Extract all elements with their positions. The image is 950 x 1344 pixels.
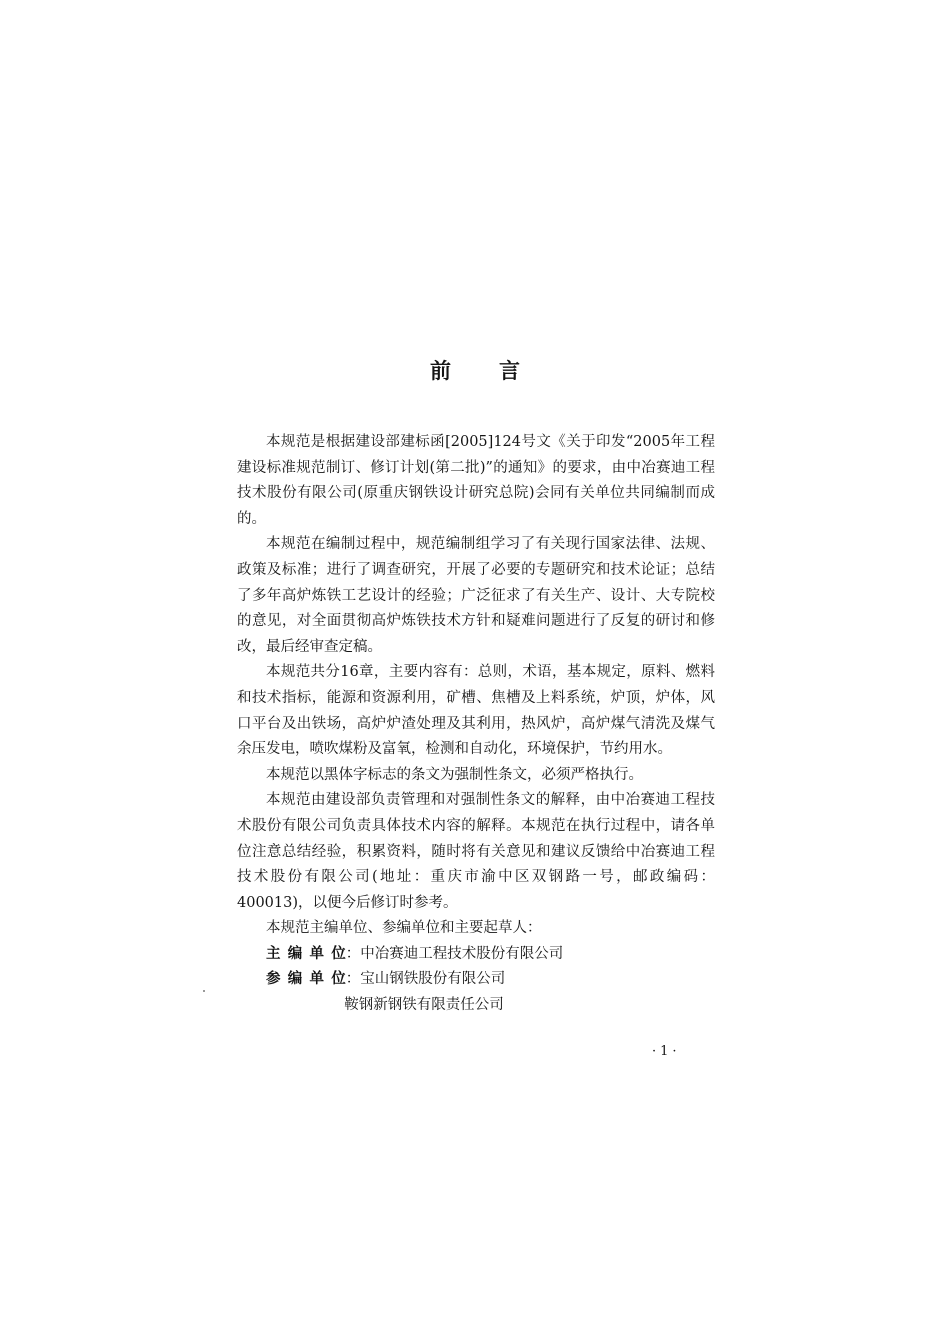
- paragraph-management: 本规范由建设部负责管理和对强制性条文的解释，由中冶赛迪工程技术股份有限公司负责具体技术内容的解释。本规范在执行过程中，请各单位注意总结经验，积累资料，随时将有关意见和建议反馈给中冶赛迪工程技术股份有限公司(地址：重庆市渝中区双钢路一号，邮政编码：400013)，以便今后修订时参考。: [237, 792, 715, 911]
- participating-unit-2: 鞍钢新钢铁有限责任公司: [344, 997, 504, 1014]
- paragraph-units-intro: 本规范主编单位、参编单位和主要起草人：: [266, 920, 542, 937]
- chief-editor-label-last: 位: [331, 945, 346, 962]
- participating-unit-1: ：宝山钢铁股份有限公司: [345, 971, 506, 988]
- paragraph-basis: 本规范是根据建设部建标函[2005]124号文《关于印发“2005年工程建设标准规范制订、修订计划(第二批)”的通知》的要求，由中冶赛迪工程技术股份有限公司(原重庆钢铁设计研究总院)会同有关单位共同编制而成的。: [237, 434, 715, 527]
- participating-units-label: [266, 971, 346, 987]
- paragraph-contents: 本规范共分16章，主要内容有：总则，术语，基本规定，原料、燃料和技术指标，能源和资源利用，矿槽、焦槽及上料系统，炉顶，炉体，风口平台及出铁场，高炉炉渣处理及其利用，热风炉，高炉煤气清洗及煤气余压发电，喷吹煤粉及富氧，检测和自动化，环境保护，节约用水。: [237, 664, 715, 758]
- paragraph-mandatory: 本规范以黑体字标志的条文为强制性条文，必须严格执行。: [266, 766, 643, 783]
- chief-editor-label-main: 主编单: [266, 945, 332, 962]
- preface-body: [237, 430, 715, 1019]
- chief-editor-label: [266, 946, 346, 962]
- participating-units-label-last: 位: [331, 971, 346, 988]
- participating-units-line: [237, 967, 715, 993]
- participating-units-label-main: 参编单: [266, 971, 332, 988]
- chief-editor-line: [237, 942, 715, 968]
- chief-editor-value: ：中冶赛迪工程技术股份有限公司: [345, 945, 564, 962]
- page-title: 前言: [430, 359, 568, 383]
- scan-speck: [203, 990, 205, 992]
- paragraph-process: 本规范在编制过程中，规范编制组学习了有关现行国家法律、法规、政策及标准；进行了调查研究，开展了必要的专题研究和技术论证；总结了多年高炉炼铁工艺设计的经验；广泛征求了有关生产、设计、大专院校的意见，对全面贯彻高炉炼铁技术方针和疑难问题进行了反复的研讨和修改，最后经审查定稿。: [237, 536, 715, 655]
- page-number: ·1·: [652, 1044, 681, 1059]
